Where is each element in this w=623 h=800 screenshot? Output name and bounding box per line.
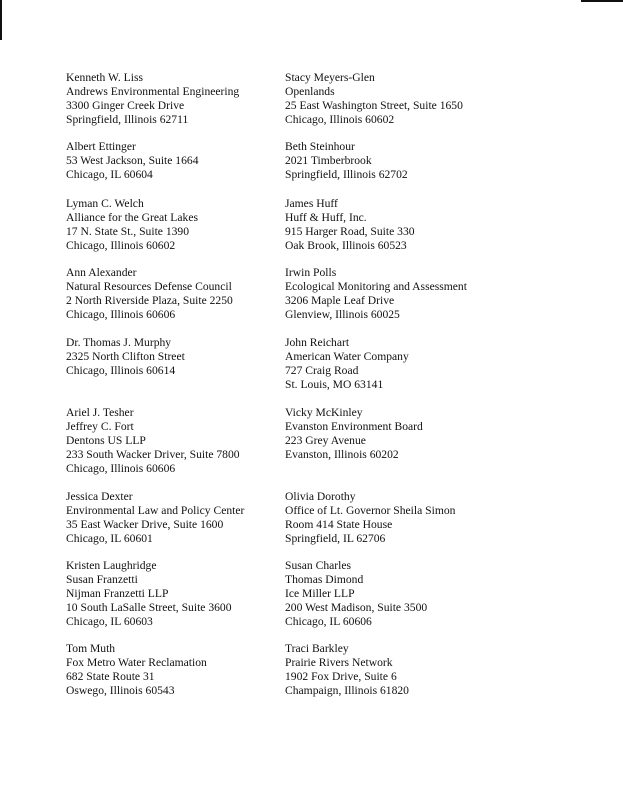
address-line: 233 South Wacker Driver, Suite 7800: [66, 447, 240, 461]
addressee-name: Beth Steinhour: [285, 140, 355, 153]
address-line: 35 East Wacker Drive, Suite 1600: [66, 517, 224, 531]
address-block: [285, 490, 455, 546]
scan-edge-mark-left: [0, 0, 2, 40]
address-line: Chicago, Illinois 60602: [66, 238, 176, 252]
address-block: [66, 490, 244, 546]
addressee-name: Jessica Dexter: [66, 490, 133, 503]
address-line: Chicago, IL 60604: [66, 167, 153, 181]
address-line: Ecological Monitoring and Assessment: [285, 279, 467, 293]
addressee-name: Kristen Laughridge: [66, 559, 157, 572]
address-line: 10 South LaSalle Street, Suite 3600: [66, 600, 232, 614]
address-line: Huff & Huff, Inc.: [285, 210, 367, 224]
address-line: Champaign, Illinois 61820: [285, 683, 409, 697]
address-line: Chicago, Illinois 60606: [66, 461, 176, 475]
addressee-name: Lyman C. Welch: [66, 197, 144, 210]
address-line: Chicago, Illinois 60602: [285, 112, 395, 126]
address-block: [285, 642, 409, 698]
addressee-name: Dr. Thomas J. Murphy: [66, 336, 172, 349]
address-line: 915 Harger Road, Suite 330: [285, 224, 415, 238]
address-block: [66, 642, 207, 698]
addressee-name: Susan Charles: [285, 559, 352, 572]
address-line: 2021 Timberbrook: [285, 153, 372, 167]
addressee-name: Kenneth W. Liss: [66, 71, 143, 84]
address-line: Prairie Rivers Network: [285, 655, 393, 669]
address-line: Dentons US LLP: [66, 433, 146, 447]
addressee-name: Irwin Polls: [285, 266, 337, 279]
address-block: [66, 197, 198, 253]
address-line: Chicago, IL 60603: [66, 614, 153, 628]
address-line: 200 West Madison, Suite 3500: [285, 600, 428, 614]
address-line: Oswego, Illinois 60543: [66, 683, 175, 697]
address-line: 223 Grey Avenue: [285, 433, 366, 447]
address-line: Nijman Franzetti LLP: [66, 586, 169, 600]
address-line: 17 N. State St., Suite 1390: [66, 224, 190, 238]
address-block: [285, 197, 415, 253]
address-line: Openlands: [285, 84, 335, 98]
address-block: [66, 266, 233, 322]
addressee-name: Olivia Dorothy: [285, 490, 356, 503]
address-line: 2325 North Clifton Street: [66, 349, 185, 363]
address-block: [285, 336, 409, 392]
addressee-name: James Huff: [285, 197, 338, 210]
address-line: Evanston, Illinois 60202: [285, 447, 399, 461]
address-block: [66, 559, 232, 628]
addressee-name: Vicky McKinley: [285, 406, 363, 419]
address-block: [285, 406, 423, 462]
address-block: [66, 336, 185, 378]
addressee-name: Tom Muth: [66, 642, 116, 655]
address-line: Ice Miller LLP: [285, 586, 355, 600]
address-line: 2 North Riverside Plaza, Suite 2250: [66, 293, 233, 307]
address-line: Springfield, Illinois 62702: [285, 167, 408, 181]
addressee-name: Ariel J. Tesher: [66, 406, 134, 419]
addressee-name: Albert Ettinger: [66, 140, 136, 153]
address-line: American Water Company: [285, 349, 409, 363]
address-block: [285, 71, 463, 127]
address-line: Springfield, Illinois 62711: [66, 112, 189, 126]
address-line: Evanston Environment Board: [285, 419, 423, 433]
addressee-name: John Reichart: [285, 336, 350, 349]
address-line: Springfield, IL 62706: [285, 531, 386, 545]
scan-edge-mark-top: [581, 0, 623, 2]
address-line: 53 West Jackson, Suite 1664: [66, 153, 199, 167]
address-line: 25 East Washington Street, Suite 1650: [285, 98, 463, 112]
address-line: Andrews Environmental Engineering: [66, 84, 240, 98]
addressee-name: Thomas Dimond: [285, 572, 364, 586]
addressee-name: Stacy Meyers-Glen: [285, 71, 375, 84]
address-line: Chicago, Illinois 60614: [66, 363, 176, 377]
address-line: Chicago, Illinois 60606: [66, 307, 176, 321]
address-line: 3300 Ginger Creek Drive: [66, 98, 185, 112]
address-block: [285, 559, 427, 628]
address-line: 1902 Fox Drive, Suite 6: [285, 669, 397, 683]
address-line: Chicago, IL 60601: [66, 531, 153, 545]
address-line: Alliance for the Great Lakes: [66, 210, 198, 224]
address-block: [285, 266, 467, 322]
address-line: Natural Resources Defense Council: [66, 279, 232, 293]
address-line: Chicago, IL 60606: [285, 614, 372, 628]
address-block: [285, 140, 408, 182]
address-line: 727 Craig Road: [285, 363, 359, 377]
addressee-name: Traci Barkley: [285, 642, 349, 655]
address-line: 682 State Route 31: [66, 669, 155, 683]
address-line: Oak Brook, Illinois 60523: [285, 238, 407, 252]
addressee-name: Jeffrey C. Fort: [66, 419, 134, 433]
address-line: Room 414 State House: [285, 517, 393, 531]
address-block: [66, 406, 240, 475]
address-line: Office of Lt. Governor Sheila Simon: [285, 503, 456, 517]
address-line: Glenview, Illinois 60025: [285, 307, 400, 321]
address-line: 3206 Maple Leaf Drive: [285, 293, 395, 307]
addressee-name: Susan Franzetti: [66, 572, 138, 586]
address-line: Environmental Law and Policy Center: [66, 503, 245, 517]
addressee-name: Ann Alexander: [66, 266, 137, 279]
address-block: [66, 140, 199, 182]
address-block: [66, 71, 239, 127]
address-line: Fox Metro Water Reclamation: [66, 655, 207, 669]
address-line: St. Louis, MO 63141: [285, 377, 384, 391]
